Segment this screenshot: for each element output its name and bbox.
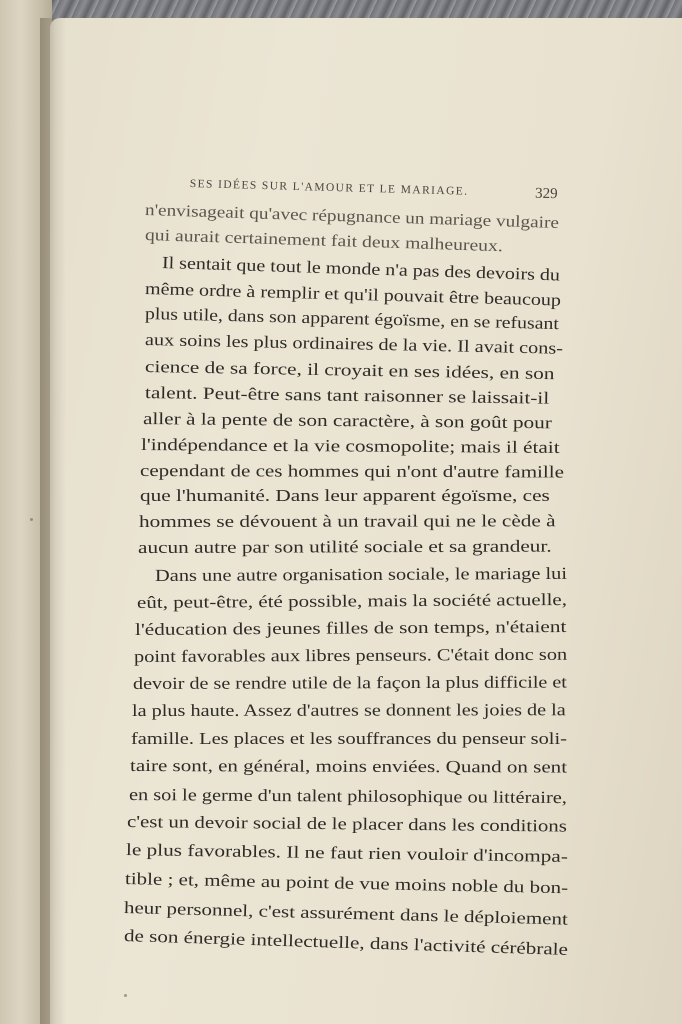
text-line: Il sentait que tout le monde n'a pas des devoirs du xyxy=(161,253,561,285)
text-line: même ordre à remplir et qu'il pouvait être beaucoup xyxy=(144,279,562,310)
page-number: 329 xyxy=(534,185,558,203)
paper-speck xyxy=(30,518,33,521)
text-line: aller à la pente de son caractère, à son goût pour xyxy=(142,409,552,433)
text-line: l'éducation des jeunes filles de son temps, n'étaient xyxy=(134,616,567,639)
text-line: plus utile, dans son apparent égoïsme, en se refusant xyxy=(144,304,560,334)
text-line: devoir de se rendre utile de la façon la plus difficile et xyxy=(132,672,567,693)
text-line: n'envisageait qu'avec répugnance un mariage vulgaire xyxy=(144,200,560,233)
text-line: que l'humanité. Dans leur apparent égoïsme, ces xyxy=(140,486,550,505)
text-line: heur personnel, c'est assurément dans le déploiement xyxy=(123,898,569,929)
text-line: de son énergie intellectuelle, dans l'activité cérébrale xyxy=(123,926,569,959)
text-line: aucun autre par son utilité sociale et sa grandeur. xyxy=(137,536,552,557)
text-line: tible ; et, même au point de vue moins noble du bon- xyxy=(124,869,569,898)
text-line: la plus haute. Assez d'autres se donnent les joies de la xyxy=(131,700,566,720)
text-line: Dans une autre organisation sociale, le mariage lui xyxy=(154,563,568,585)
text-line: taire sont, en général, moins enviées. Quand on sent xyxy=(129,756,568,777)
running-head: SES IDÉES SUR L'AMOUR ET LE MARIAGE. xyxy=(189,177,469,198)
text-line: talent. Peut-être sans tant raisonner se laissait-il xyxy=(144,383,550,408)
text-line: le plus favorables. Il ne faut rien vouloir d'incompa- xyxy=(125,840,569,866)
paper-speck xyxy=(124,994,127,997)
text-line: c'est un devoir social de le placer dans les conditions xyxy=(126,812,568,836)
text-line: famille. Les places et les souffrances du penseur soli- xyxy=(131,729,567,748)
text-line: eût, peut-être, été possible, mais la société actuelle, xyxy=(136,589,568,612)
text-line: l'indépendance et la vie cosmopolite; mais il était xyxy=(140,435,560,457)
text-line: cependant de ces hommes qui n'ont d'autre famille xyxy=(139,461,564,482)
text-line: point favorables aux libres penseurs. C'était donc son xyxy=(133,644,568,666)
gutter-shadow xyxy=(40,18,66,1024)
text-line: aux soins les plus ordinaires de la vie. Il avait cons- xyxy=(144,330,564,358)
text-line: cience de sa force, il croyait en ses idées, en son xyxy=(144,357,555,384)
text-line: en soi le germe d'un talent philosophique ou littéraire, xyxy=(128,785,567,808)
text-line: hommes se dévouent à un travail qui ne le cède à xyxy=(138,511,556,531)
text-line: qui aurait certainement fait deux malheureux. xyxy=(144,225,504,256)
